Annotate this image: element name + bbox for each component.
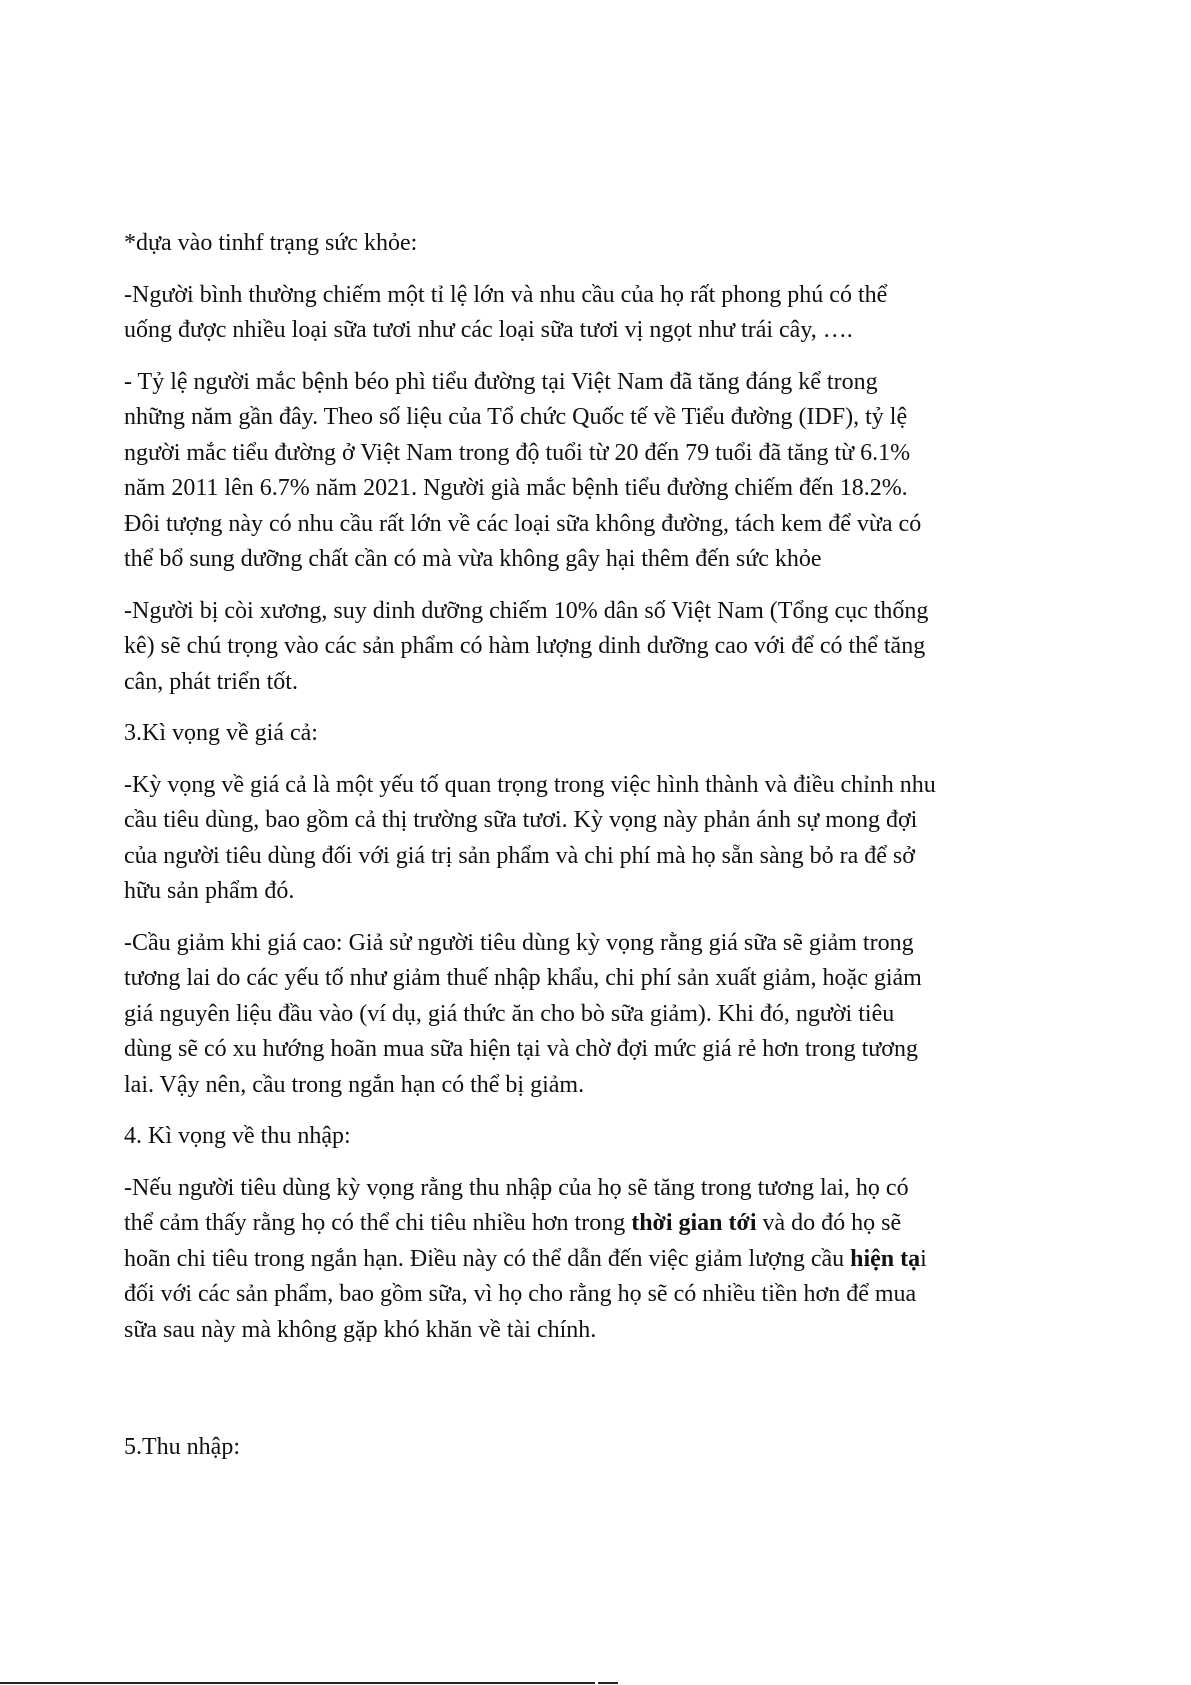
text-line: lai. Vậy nên, cầu trong ngắn hạn có thể bị giảm. xyxy=(124,1071,585,1098)
text-line: tương lai do các yếu tố như giảm thuế nhập khẩu, chi phí sản xuất giảm, hoặc giảm xyxy=(124,965,922,991)
text-line: giá nguyên liệu đầu vào (ví dụ, giá thức ăn cho bò sữa giảm). Khi đó, người tiêu xyxy=(124,1000,895,1027)
footer-divider xyxy=(0,1682,595,1684)
paragraph-income-expectation xyxy=(124,1171,1064,1349)
bold-phrase-future-time: thời gian tới xyxy=(631,1210,757,1236)
text-span: và do đó họ sẽ xyxy=(756,1210,902,1236)
text-line: thể bổ sung dưỡng chất cần có mà vừa không gây hại thêm đến sức khỏe xyxy=(124,546,822,572)
text-span: thể cảm thấy rằng họ có thể chi tiêu nhiều hơn trong xyxy=(124,1210,632,1236)
text-line: đối với các sản phẩm, bao gồm sữa, vì họ cho rằng họ sẽ có nhiều tiền hơn để mua xyxy=(124,1281,917,1307)
heading-line: 4. Kì vọng về thu nhập: xyxy=(124,1123,351,1149)
text-line: dùng sẽ có xu hướng hoãn mua sữa hiện tại và chờ đợi mức giá rẻ hơn trong tương xyxy=(124,1036,918,1062)
text-line: -Kỳ vọng về giá cả là một yếu tố quan trọng trong việc hình thành và điều chỉnh nhu xyxy=(124,771,936,798)
text-line xyxy=(124,1242,1064,1278)
paragraph-price-expectation xyxy=(124,768,1064,910)
text-line: cân, phát triển tốt. xyxy=(124,668,298,695)
bold-phrase-present: hiện tạ xyxy=(850,1245,921,1272)
footer-divider-short xyxy=(598,1682,618,1684)
paragraph-demand-falls xyxy=(124,926,1064,1104)
text-line: hữu sản phẩm đó. xyxy=(124,878,295,904)
heading-line: 5.Thu nhập: xyxy=(124,1434,240,1460)
text-span: i xyxy=(920,1245,927,1272)
blank-gap xyxy=(124,1364,1064,1430)
text-line: kê) sẽ chú trọng vào các sản phẩm có hàm lượng dinh dưỡng cao với để có thể tăng xyxy=(124,633,926,659)
paragraph-diabetes xyxy=(124,365,1064,578)
text-line: của người tiêu dùng đối với giá trị sản phẩm và chi phí mà họ sẵn sàng bỏ ra để sở xyxy=(124,842,915,869)
heading-price-expectation xyxy=(124,716,1064,752)
paragraph-normal-people xyxy=(124,278,1064,349)
heading-income xyxy=(124,1430,1064,1466)
text-line: -Người bị còi xương, suy dinh dưỡng chiếm 10% dân số Việt Nam (Tổng cục thống xyxy=(124,597,929,624)
text-line: sữa sau này mà không gặp khó khăn về tài chính. xyxy=(124,1316,597,1343)
document-body xyxy=(124,226,1064,1482)
paragraph-rickets xyxy=(124,594,1064,701)
text-line: cầu tiêu dùng, bao gồm cả thị trường sữa tươi. Kỳ vọng này phản ánh sự mong đợi xyxy=(124,807,918,833)
text-line xyxy=(124,1206,1064,1242)
heading-line: 3.Kì vọng về giá cả: xyxy=(124,720,318,746)
text-line: uống được nhiều loại sữa tươi như các loại sữa tươi vị ngọt như trái cây, …. xyxy=(124,317,853,343)
heading-income-expectation xyxy=(124,1119,1064,1155)
text-line: -Nếu người tiêu dùng kỳ vọng rằng thu nhập của họ sẽ tăng trong tương lai, họ có xyxy=(124,1174,909,1201)
heading-health-status xyxy=(124,226,1064,262)
text-line: năm 2011 lên 6.7% năm 2021. Người già mắc bệnh tiểu đường chiếm đến 18.2%. xyxy=(124,475,908,501)
heading-line: *dựa vào tinhf trạng sức khỏe: xyxy=(124,230,418,256)
text-line: -Cầu giảm khi giá cao: Giả sử người tiêu dùng kỳ vọng rằng giá sữa sẽ giảm trong xyxy=(124,929,914,956)
text-line: - Tỷ lệ người mắc bệnh béo phì tiểu đường tại Việt Nam đã tăng đáng kể trong xyxy=(124,368,878,395)
text-line: Đôi tượng này có nhu cầu rất lớn về các loại sữa không đường, tách kem để vừa có xyxy=(124,510,922,537)
text-span: hoãn chi tiêu trong ngắn hạn. Điều này có thể dẫn đến việc giảm lượng cầu xyxy=(124,1245,851,1272)
text-line: những năm gần đây. Theo số liệu của Tổ chức Quốc tế về Tiểu đường (IDF), tỷ lệ xyxy=(124,404,908,430)
text-line: người mắc tiểu đường ở Việt Nam trong độ tuổi từ 20 đến 79 tuổi đã tăng từ 6.1% xyxy=(124,439,911,466)
text-line: -Người bình thường chiếm một tỉ lệ lớn và nhu cầu của họ rất phong phú có thể xyxy=(124,281,888,308)
